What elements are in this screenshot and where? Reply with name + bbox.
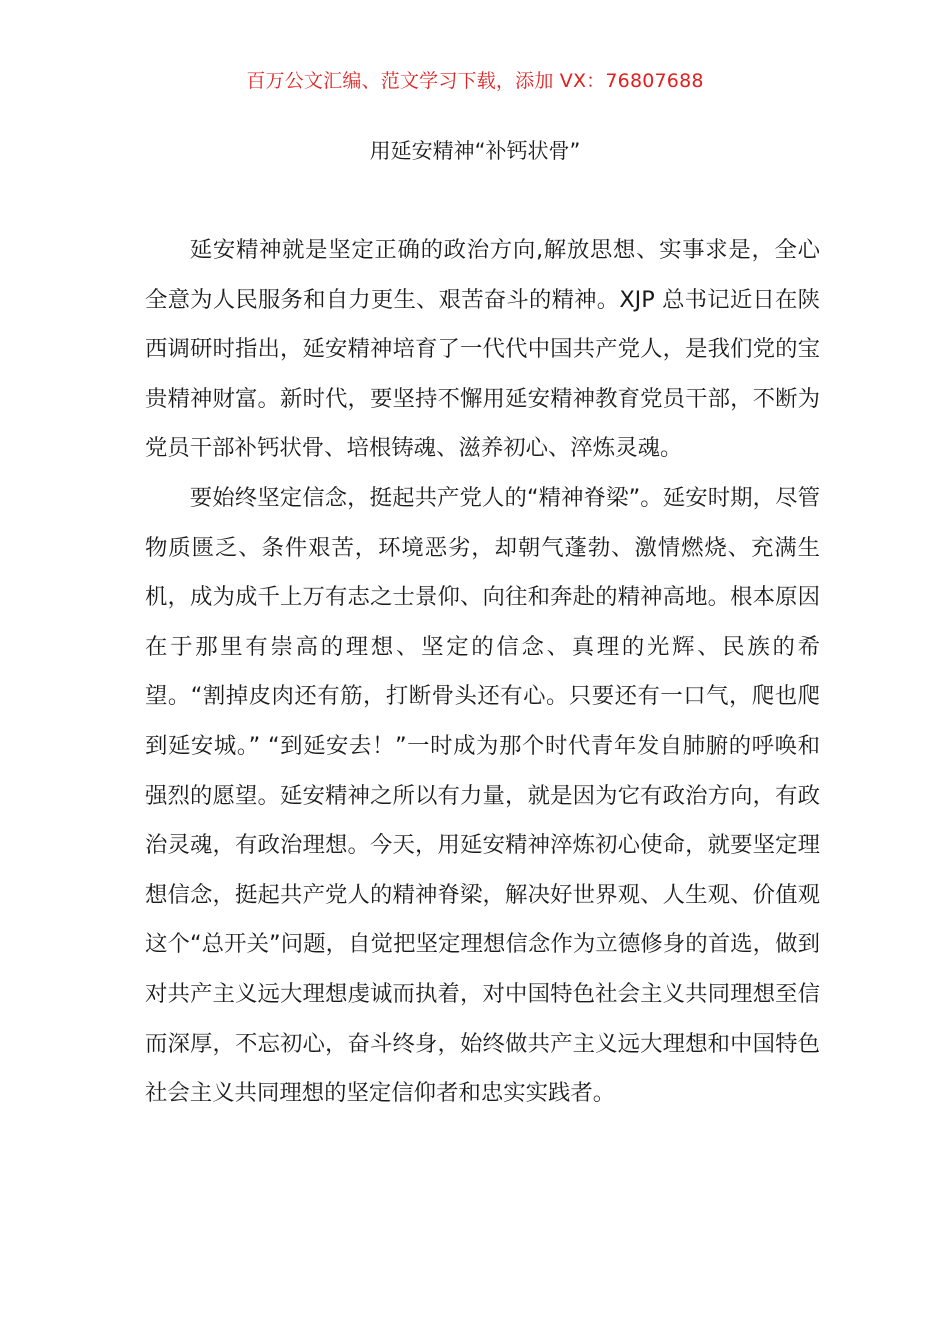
- document-title: 用延安精神“补钙状骨”: [369, 139, 581, 163]
- header-promo-note: 百万公文汇编、范文学习下载，添加 VX：76807688: [246, 70, 704, 92]
- paragraph-2: 要始终坚定信念，挺起共产党人的“精神脊梁”。延安时期，尽管物质匮乏、条件艰苦，环境恶劣，却朝气蓬勃、激情燃烧、充满生机，成为成千上万有志之士景仰、向往和奔赴的精神高地。根本原因在于那里有崇高的理想、坚定的信念、真理的光辉、民族的希望。“割掉皮肉还有筋，打断骨头还有心。只要还有一口气，爬也爬到延安城。” “到延安去！”一时成为那个时代青年发自肺腑的呼唤和强烈的愿望。延安精神之所以有力量，就是因为它有政治方向，有政治灵魂，有政治理想。今天，用延安精神淬炼初心使命，就要坚定理想信念，挺起共产党人的精神脊梁，解决好世界观、人生观、价值观这个“总开关”问题，自觉把坚定理想信念作为立德修身的首选，做到对共产主义远大理想虔诚而执着，对中国特色社会主义共同理想至信而深厚，不忘初心，奋斗终身，始终做共产主义远大理想和中国特色社会主义共同理想的坚定信仰者和忠实实践者。: [145, 484, 820, 1107]
- paragraph-1: 延安精神就是坚定正确的政治方向,解放思想、实事求是，全心全意为人民服务和自力更生、艰苦奋斗的精神。XJP 总书记近日在陕西调研时指出，延安精神培育了一代代中国共产党人，是我们党的宝贵精神财富。新时代，要坚持不懈用延安精神教育党员干部，不断为党员干部补钙状骨、培根铸魂、滋养初心、淬炼灵魂。: [145, 237, 820, 462]
- document-body: [145, 226, 820, 1119]
